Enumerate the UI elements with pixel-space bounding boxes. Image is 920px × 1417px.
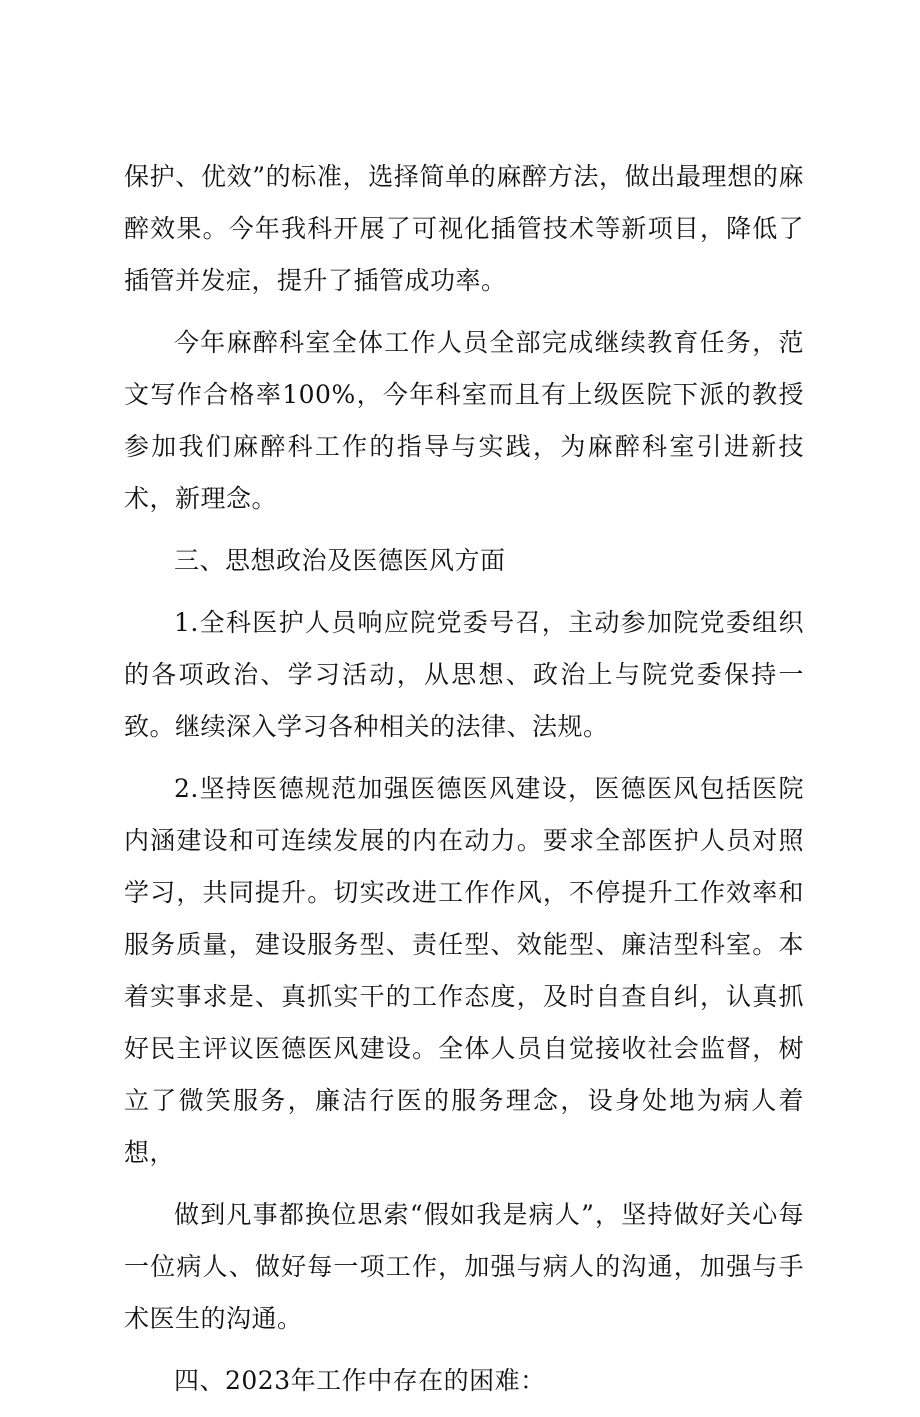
paragraph-continuation: 保护、优效”的标准，选择简单的麻醉方法，做出最理想的麻醉效果。今年我科开展了可视化插管技术等新项目，降低了插管并发症，提升了插管成功率。	[124, 162, 804, 295]
paragraph-item-2: 2.坚持医德规范加强医德医风建设，医德医风包括医院内涵建设和可连续发展的内在动力。要求全部医护人员对照学习，共同提升。切实改进工作作风，不停提升工作效率和服务质量，建设服务型、责任型、效能型、廉洁型科室。本着实事求是、真抓实干的工作态度，及时自查自纠，认真抓好民主评议医德医风建设。全体人员自觉接收社会监督，树立了微笑服务，廉洁行医的服务理念，设身处地为病人着想，	[124, 774, 804, 1167]
paragraph-education: 今年麻醉科室全体工作人员全部完成继续教育任务，范文写作合格率100%，今年科室而且有上级医院下派的教授参加我们麻醉科工作的指导与实践，为麻醉科室引进新技术，新理念。	[124, 328, 804, 513]
section-heading-4: 四、2023年工作中存在的困难：	[174, 1366, 546, 1395]
section-heading-3: 三、思想政治及医德医风方面	[174, 546, 506, 575]
paragraph-patient-care: 做到凡事都换位思索“假如我是病人”，坚持做好关心每一位病人、做好每一项工作，加强与病人的沟通，加强与手术医生的沟通。	[124, 1200, 804, 1333]
paragraph-item-1: 1.全科医护人员响应院党委号召，主动参加院党委组织的各项政治、学习活动，从思想、政治上与院党委保持一致。继续深入学习各种相关的法律、法规。	[124, 608, 804, 741]
document-body	[124, 151, 804, 1417]
